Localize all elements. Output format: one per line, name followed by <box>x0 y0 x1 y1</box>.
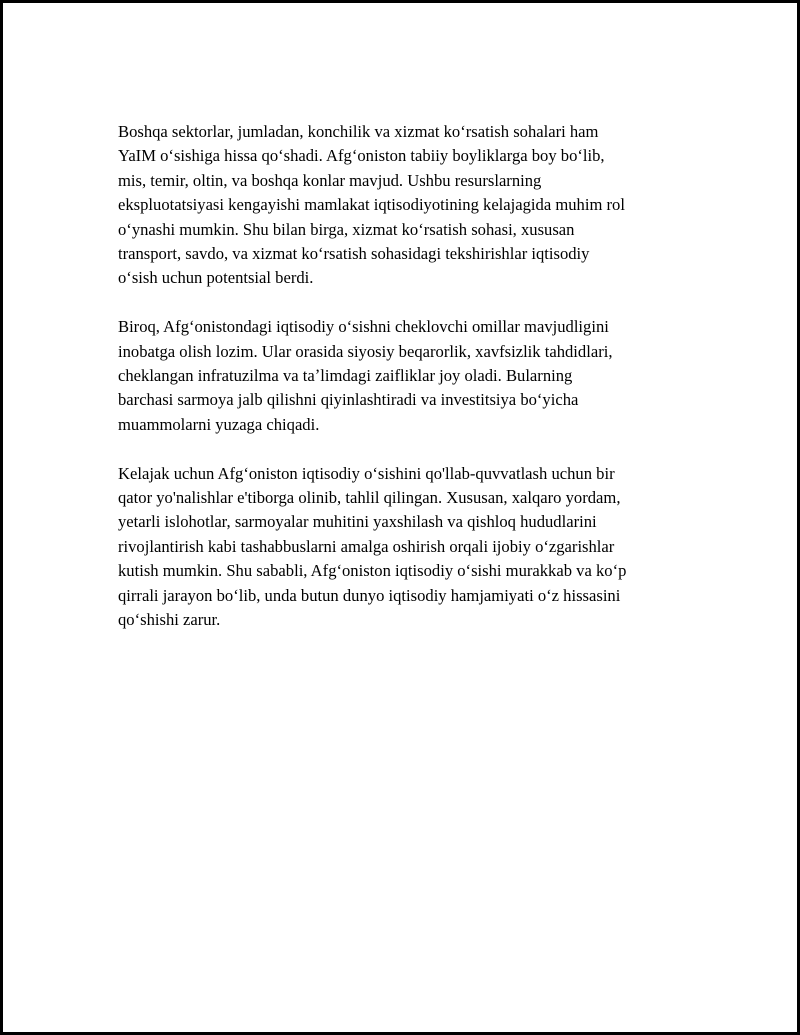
text-line: qoʻshishi zarur. <box>118 610 221 630</box>
text-line: Biroq, Afgʻonistondagi iqtisodiy oʻsishni cheklovchi omillar mavjudligini <box>118 317 609 337</box>
text-line: mis, temir, oltin, va boshqa konlar mavjud. Ushbu resurslarning <box>118 170 542 190</box>
text-line: qator yo'nalishlar e'tiborga olinib, tahlil qilingan. Xususan, xalqaro yordam, <box>118 488 621 508</box>
text-line: barchasi sarmoya jalb qilishni qiyinlashtiradi va investitsiya boʻyicha <box>118 390 579 410</box>
text-line: transport, savdo, va xizmat koʻrsatish sohasidagi tekshirishlar iqtisodiy <box>118 244 590 264</box>
text-line: yetarli islohotlar, sarmoyalar muhitini yaxshilash va qishloq hududlarini <box>118 512 597 532</box>
text-line: ekspluotatsiyasi kengayishi mamlakat iqtisodiyotining kelajagida muhim rol <box>118 195 625 215</box>
text-line: YaIM oʻsishiga hissa qoʻshadi. Afgʻoniston tabiiy boyliklarga boy boʻlib, <box>118 146 605 166</box>
text-line: muammolarni yuzaga chiqadi. <box>118 414 320 434</box>
paragraph-3 <box>118 462 693 633</box>
paragraph-1 <box>118 120 693 291</box>
document-body <box>118 120 693 657</box>
text-line: rivojlantirish kabi tashabbuslarni amalga oshirish orqali ijobiy oʻzgarishlar <box>118 536 615 556</box>
text-line: qirrali jarayon boʻlib, unda butun dunyo iqtisodiy hamjamiyati oʻz hissasini <box>118 585 621 605</box>
text-line: inobatga olish lozim. Ular orasida siyosiy beqarorlik, xavfsizlik tahdidlari, <box>118 341 613 361</box>
text-line: Boshqa sektorlar, jumladan, konchilik va xizmat koʻrsatish sohalari ham <box>118 122 599 141</box>
text-line: oʻynashi mumkin. Shu bilan birga, xizmat koʻrsatish sohasi, xususan <box>118 219 575 239</box>
text-line: oʻsish uchun potentsial berdi. <box>118 268 314 288</box>
text-line: Kelajak uchun Afgʻoniston iqtisodiy oʻsishini qo'llab-quvvatlash uchun bir <box>118 463 615 483</box>
text-line: cheklangan infratuzilma va taʼlimdagi zaifliklar joy oladi. Bularning <box>118 366 573 386</box>
paragraph-2 <box>118 315 693 437</box>
text-line: kutish mumkin. Shu sababli, Afgʻoniston iqtisodiy oʻsishi murakkab va koʻp <box>118 561 627 581</box>
